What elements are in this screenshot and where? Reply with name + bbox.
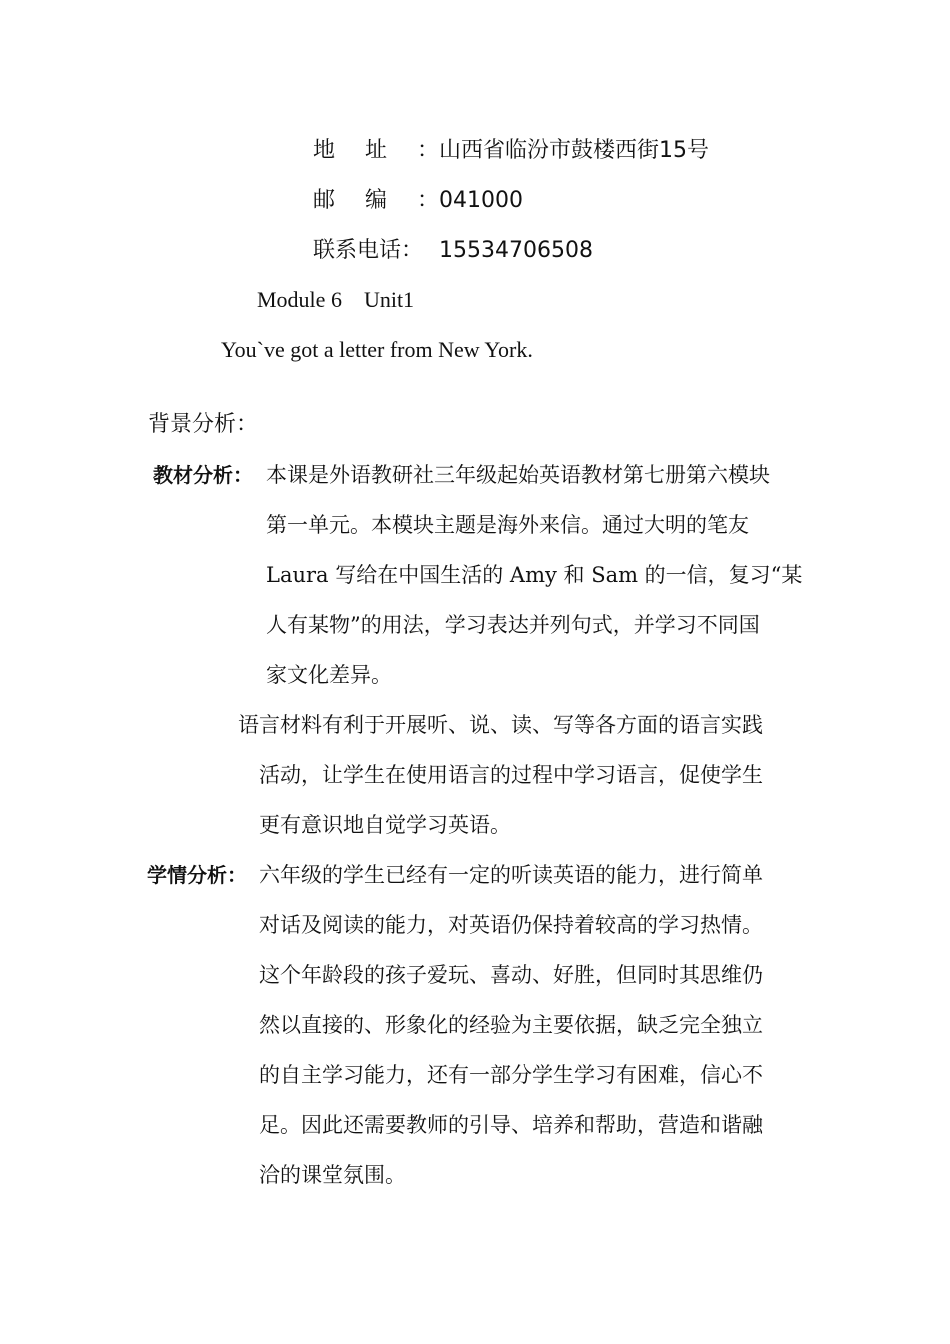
address-line xyxy=(313,136,709,166)
language-line: 更有意识地自觉学习英语。 xyxy=(259,813,511,837)
background-heading: 背景分析： xyxy=(148,412,259,437)
textbook-label: 教材分析： xyxy=(153,463,253,487)
students-line: 的自主学习能力，还有一部分学生学习有困难，信心不 xyxy=(259,1063,763,1087)
textbook-analysis xyxy=(266,450,806,700)
textbook-line: 家文化差异。 xyxy=(266,663,392,687)
textbook-line: 人有某物”的用法，学习表达并列句式，并学习不同国 xyxy=(266,613,760,637)
language-line: 语言材料有利于开展听、说、读、写等各方面的语言实践 xyxy=(238,713,763,737)
textbook-line: 第一单元。本模块主题是海外来信。通过大明的笔友 xyxy=(266,513,749,537)
address-value: 山西省临汾市鼓楼西街15号 xyxy=(439,138,709,163)
students-analysis xyxy=(259,850,806,1200)
students-line: 洽的课堂氛围。 xyxy=(259,1163,406,1187)
students-line: 然以直接的、形象化的经验为主要依据，缺乏完全独立 xyxy=(259,1013,763,1037)
students-line: 对话及阅读的能力，对英语仍保持着较高的学习热情。 xyxy=(259,913,763,937)
postcode-value: 041000 xyxy=(439,188,523,213)
module-title: Module 6 Unit1 xyxy=(257,287,415,312)
students-label: 学情分析： xyxy=(147,863,247,887)
postcode-label: 邮编： xyxy=(313,188,439,213)
students-line: 这个年龄段的孩子爱玩、喜动、好胜，但同时其思维仍 xyxy=(259,963,763,987)
phone-label: 联系电话： xyxy=(313,238,424,263)
textbook-line: Laura 写给在中国生活的 Amy 和 Sam 的一信，复习“某 xyxy=(266,563,803,587)
phone-value: 15534706508 xyxy=(439,238,593,263)
phone-line xyxy=(313,236,593,266)
students-line: 六年级的学生已经有一定的听读英语的能力，进行简单 xyxy=(259,863,763,887)
address-label: 地址： xyxy=(313,138,439,163)
language-line: 活动，让学生在使用语言的过程中学习语言，促使学生 xyxy=(259,763,763,787)
postcode-line xyxy=(313,186,523,216)
textbook-line: 本课是外语教研社三年级起始英语教材第七册第六模块 xyxy=(266,463,770,487)
lesson-title: You`ve got a letter from New York. xyxy=(221,337,533,362)
language-material xyxy=(238,700,806,850)
students-line: 足。因此还需要教师的引导、培养和帮助，营造和谐融 xyxy=(259,1113,763,1137)
